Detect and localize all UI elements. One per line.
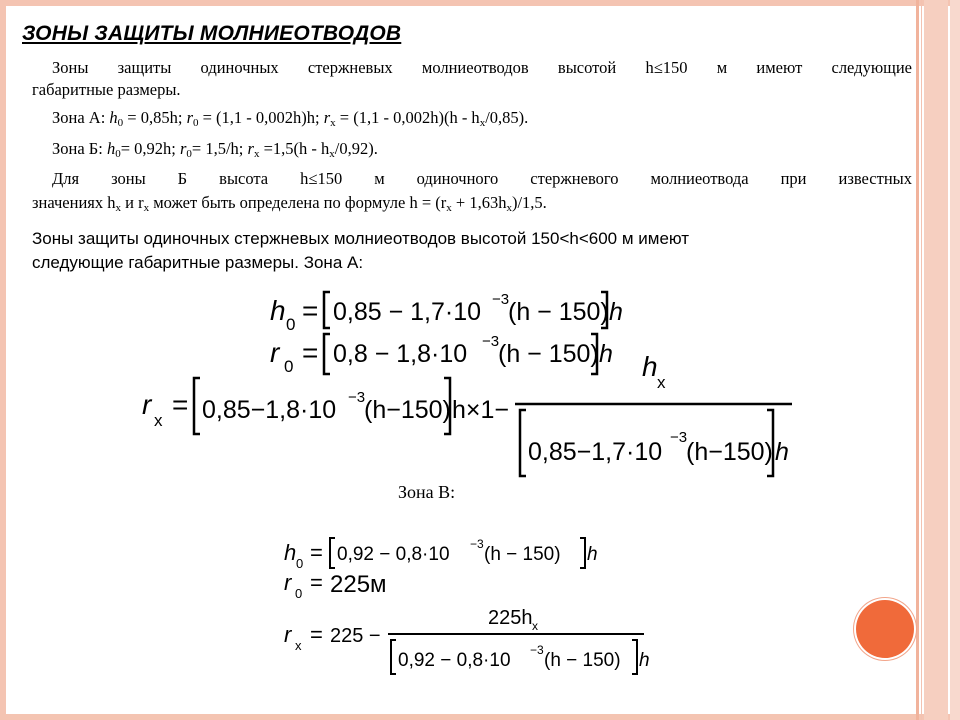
bracket-open (324, 334, 330, 374)
sub: x (329, 148, 335, 160)
paragraph-3-line-1 (52, 168, 912, 190)
h0-tail: h (609, 298, 623, 326)
rx-num-sub: x (532, 619, 538, 633)
h0-body: 0,92 − 0,8·10 (337, 544, 450, 565)
h0-exp: −3 (470, 537, 484, 551)
text: + 1,63h (451, 193, 507, 212)
rx-num: h (642, 351, 658, 382)
r0-tail: h (599, 340, 613, 368)
paragraph-3-line-2 (32, 192, 912, 214)
r0-eq: = (310, 570, 323, 595)
bracket-open (520, 410, 526, 476)
rx-den-paren: (h − 150) (544, 650, 621, 671)
r0-lhs: r (270, 337, 280, 368)
var: r (186, 108, 193, 127)
var: r (247, 139, 254, 158)
rx-body: 0,85−1,8·10 (202, 396, 337, 424)
text: /0,92). (334, 139, 378, 158)
rx-den-body: 0,92 − 0,8·10 (398, 650, 511, 671)
rx-den-exp: −3 (670, 429, 688, 446)
rx-tail: h×1− (452, 396, 510, 424)
bracket-close (580, 538, 585, 568)
stripe (921, 0, 922, 720)
h0-sub: 0 (296, 556, 304, 571)
text: Зона Б: (52, 139, 107, 158)
sub: x (506, 202, 512, 214)
r0-sub: 0 (284, 357, 294, 376)
paragraph-1-line-2 (32, 79, 912, 101)
text: )/1,5. (511, 193, 547, 212)
h0-eq: = (302, 295, 319, 326)
rx-eq: = (310, 622, 323, 647)
sub: x (330, 117, 336, 129)
slide-border-left (0, 0, 6, 720)
rx-const: 225 − (330, 625, 381, 647)
decorative-stripes (916, 0, 960, 720)
formula-zone-b (280, 530, 660, 680)
text: = (1,1 - 0,002h)(h - h (335, 108, 480, 127)
paragraph-4-line-2: следующие габаритные размеры. Зона А: (32, 253, 364, 272)
sub: 0 (115, 148, 121, 160)
text: и r (121, 193, 144, 212)
rx-den-tail: h (639, 650, 650, 671)
slide-border-bottom (0, 714, 960, 720)
slide-title: ЗОНЫ ЗАЩИТЫ МОЛНИЕОТВОДОВ (22, 22, 402, 45)
var: r (323, 108, 331, 127)
sub: x (143, 202, 150, 214)
paragraph-4-line-1: Зоны защиты одиночных стержневых молниеотводов высотой 150<h<600 м имеют (32, 229, 690, 248)
text: = 0,92h; (120, 139, 180, 158)
zone-b-formulas-line (52, 138, 912, 160)
rx-exp: −3 (348, 389, 366, 406)
stripe (950, 0, 960, 720)
h0-lhs: h (284, 540, 297, 565)
sub: x (479, 117, 486, 129)
text: Для зоны Б высота h≤150 м одиночного стержневого молниеотвода при известных (52, 169, 912, 188)
var: h (109, 108, 118, 127)
rx-den-body: 0,85−1,7·10 (528, 438, 663, 466)
sub: x (115, 202, 122, 214)
h0-lhs: h (270, 295, 286, 326)
h0-eq: = (310, 540, 323, 565)
text: =1,5(h - h (259, 139, 330, 158)
paragraph-1-line-1 (52, 57, 912, 79)
bracket-open (391, 640, 396, 674)
slide-border-top (0, 0, 960, 6)
rx-lhs: r (284, 622, 292, 647)
stripe (924, 0, 948, 720)
rx-paren: (h−150) (364, 396, 451, 424)
h0-exp: −3 (492, 291, 510, 308)
h0-sub: 0 (286, 315, 296, 334)
r0-paren: (h − 150) (498, 340, 599, 368)
rx-sub: x (295, 638, 302, 653)
sub: x (253, 148, 260, 160)
var: r (180, 139, 187, 158)
sub: x (446, 202, 452, 214)
rx-den-paren: (h−150) (686, 438, 773, 466)
r0-lhs: r (284, 570, 292, 595)
var: h (106, 139, 116, 158)
h0-tail: h (587, 544, 598, 565)
rx-den-exp: −3 (530, 643, 544, 657)
rx-num-sub: x (657, 373, 666, 392)
r0-sub: 0 (295, 586, 303, 601)
text: Зоны защиты одиночных стержневых молниеотводов высотой h≤150 м имеют следующие (52, 58, 912, 77)
text: Зона А: (52, 108, 110, 127)
h0-paren: (h − 150) (484, 544, 561, 565)
r0-body: 0,8 − 1,8·10 (333, 340, 468, 368)
h0-paren: (h − 150) (508, 298, 609, 326)
rx-den-tail: h (775, 438, 789, 466)
bracket-open (330, 538, 335, 568)
r0-rhs: 225м (330, 571, 387, 598)
sub: 0 (117, 117, 124, 129)
text: значениях h (32, 193, 116, 212)
text: = 0,85h; (123, 108, 187, 127)
rx-num: 225h (488, 607, 533, 629)
rx-lhs: r (142, 389, 152, 420)
text: может быть определена по формуле h = (r (149, 193, 447, 212)
text: = (1,1 - 0,002h)h; (198, 108, 324, 127)
rx-sub: x (154, 411, 163, 430)
text: габаритные размеры. (32, 80, 181, 99)
bracket-open (324, 292, 330, 328)
decorative-circle-icon (856, 600, 914, 658)
bracket-close (632, 640, 637, 674)
r0-exp: −3 (482, 333, 500, 350)
rx-eq: = (172, 389, 189, 420)
sub: 0 (186, 148, 192, 160)
zone-b-label: Зона В: (398, 482, 456, 502)
text: /0,85). (485, 108, 529, 127)
text: = 1,5/h; (191, 139, 248, 158)
stripe (916, 0, 919, 720)
sub: 0 (192, 117, 199, 129)
r0-eq: = (302, 337, 319, 368)
formula-zone-a (130, 280, 810, 485)
bracket-open (194, 378, 200, 434)
zone-a-formulas-line (52, 107, 912, 129)
h0-body: 0,85 − 1,7·10 (333, 298, 482, 326)
